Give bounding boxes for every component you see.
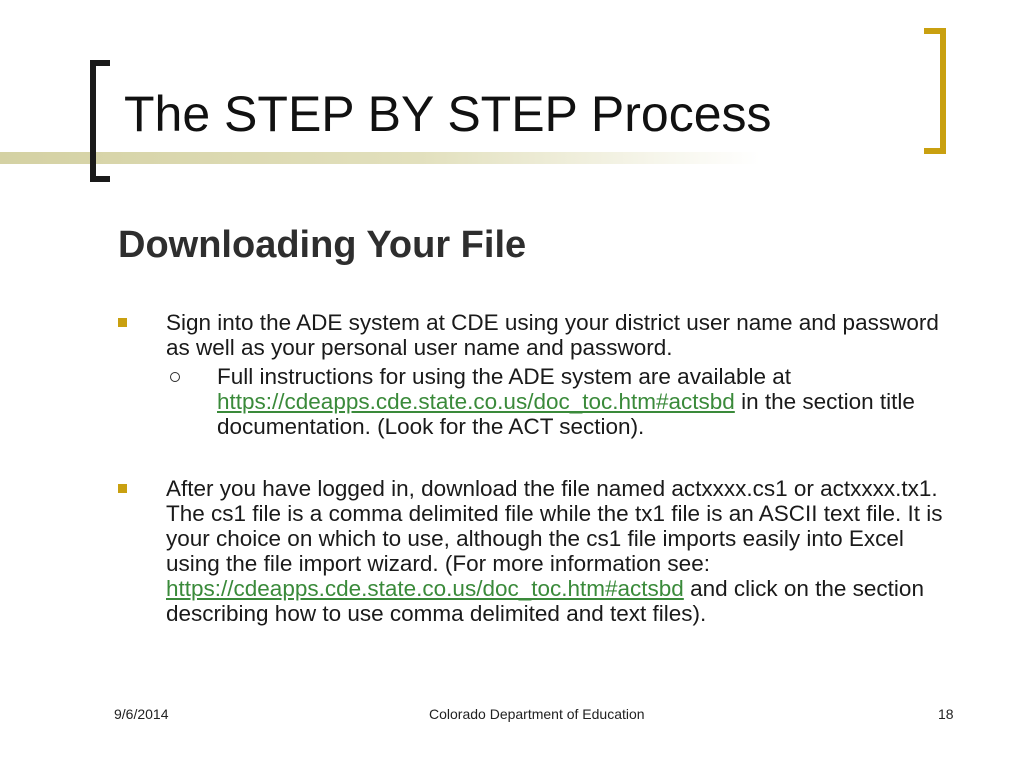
square-bullet-icon — [118, 318, 127, 327]
bullet-1-text: Sign into the ADE system at CDE using your district user name and password as well as your personal user name and password. — [166, 310, 939, 360]
bullet-2-text — [166, 476, 956, 626]
footer-page-number: 18 — [938, 706, 954, 722]
sub-bullet-1-text — [217, 364, 917, 439]
header-band — [0, 152, 760, 164]
slide-subtitle: Downloading Your File — [118, 224, 527, 266]
actsbd-link-1[interactable]: https://cdeapps.cde.state.co.us/doc_toc.htm#actsbd — [217, 389, 735, 414]
bullet-2-text-before: After you have logged in, download the file named actxxxx.cs1 or actxxxx.tx1. The cs1 file is a comma delimited file while the tx1 file is an ASCII text file. It is your choice on which to use, although the cs1 file imports easily into Excel using the file import wizard. (For more information see: — [166, 476, 943, 576]
right-bracket-decoration — [924, 28, 946, 154]
sub-bullet-1-text-before: Full instructions for using the ADE system are available at — [217, 364, 792, 389]
actsbd-link-2[interactable]: https://cdeapps.cde.state.co.us/doc_toc.htm#actsbd — [166, 576, 684, 601]
slide-title: The STEP BY STEP Process — [124, 86, 772, 142]
footer-date: 9/6/2014 — [114, 706, 169, 722]
left-bracket-decoration — [90, 60, 110, 182]
footer-organization: Colorado Department of Education — [429, 706, 645, 722]
sub-bullet-1-text-after: in the section title documentation. (Look for the ACT section). — [217, 389, 915, 439]
circle-bullet-icon — [170, 372, 180, 382]
bullet-2-text-after: and click on the section describing how to use comma delimited and text files). — [166, 576, 924, 626]
square-bullet-icon — [118, 484, 127, 493]
